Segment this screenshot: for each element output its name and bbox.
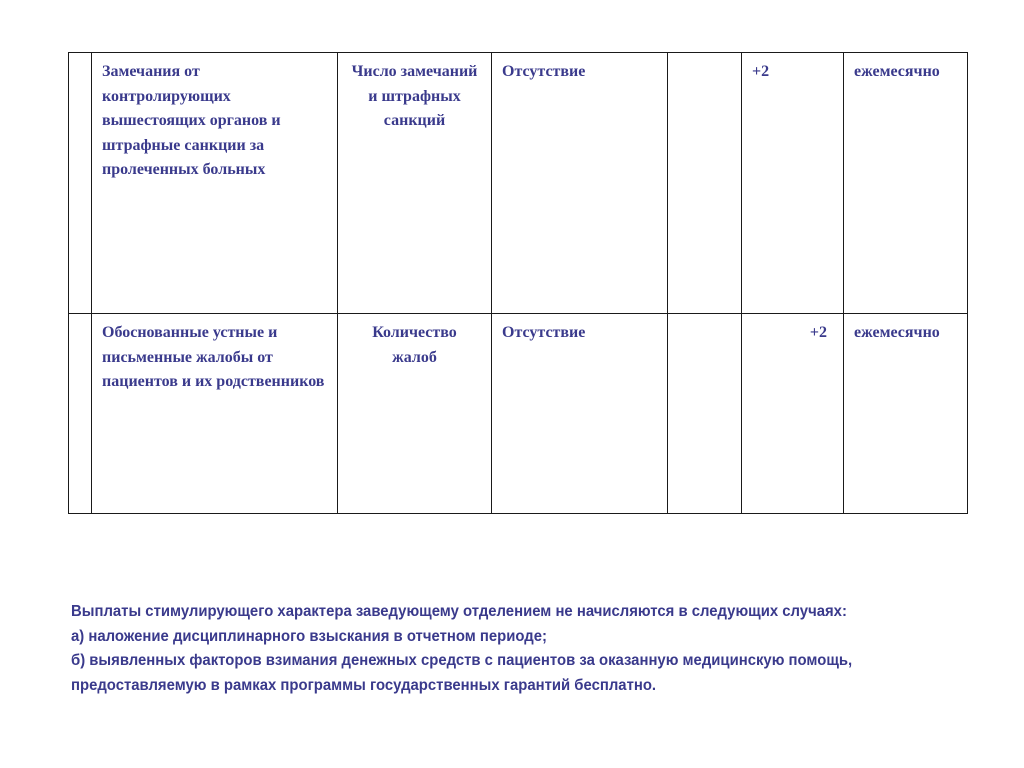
row-number-cell bbox=[69, 53, 92, 314]
notes-item-b-line-2: предоставляемую в рамках программы государственных гарантий бесплатно. bbox=[71, 676, 657, 694]
points-cell: +2 bbox=[742, 314, 844, 514]
notes-item-b-line-1: б) выявленных факторов взимания денежных средств с пациентов за оказанную медицинскую помощь, bbox=[71, 652, 853, 669]
table-row bbox=[69, 53, 968, 314]
exclusions-notes bbox=[71, 600, 954, 698]
indicator-cell: Число замечаний и штрафных санкций bbox=[338, 53, 492, 314]
row-number-cell bbox=[69, 314, 92, 514]
table-row bbox=[69, 314, 968, 514]
period-cell: ежемесячно bbox=[844, 314, 968, 514]
target-cell: Отсутствие bbox=[492, 314, 668, 514]
empty-cell bbox=[668, 53, 742, 314]
criterion-cell: Обоснованные устные и письменные жалобы от пациентов и их родственников bbox=[92, 314, 338, 514]
empty-cell bbox=[668, 314, 742, 514]
points-cell: +2 bbox=[742, 53, 844, 314]
notes-heading: Выплаты стимулирующего характера заведующему отделением не начисляются в следующих случаях: bbox=[71, 603, 847, 620]
period-cell: ежемесячно bbox=[844, 53, 968, 314]
target-cell: Отсутствие bbox=[492, 53, 668, 314]
criteria-table bbox=[68, 52, 968, 514]
criterion-cell: Замечания от контролирующих вышестоящих органов и штрафные санкции за пролеченных больных bbox=[92, 53, 338, 314]
notes-item-a: а) наложение дисциплинарного взыскания в отчетном периоде; bbox=[71, 627, 547, 645]
indicator-cell: Количество жалоб bbox=[338, 314, 492, 514]
